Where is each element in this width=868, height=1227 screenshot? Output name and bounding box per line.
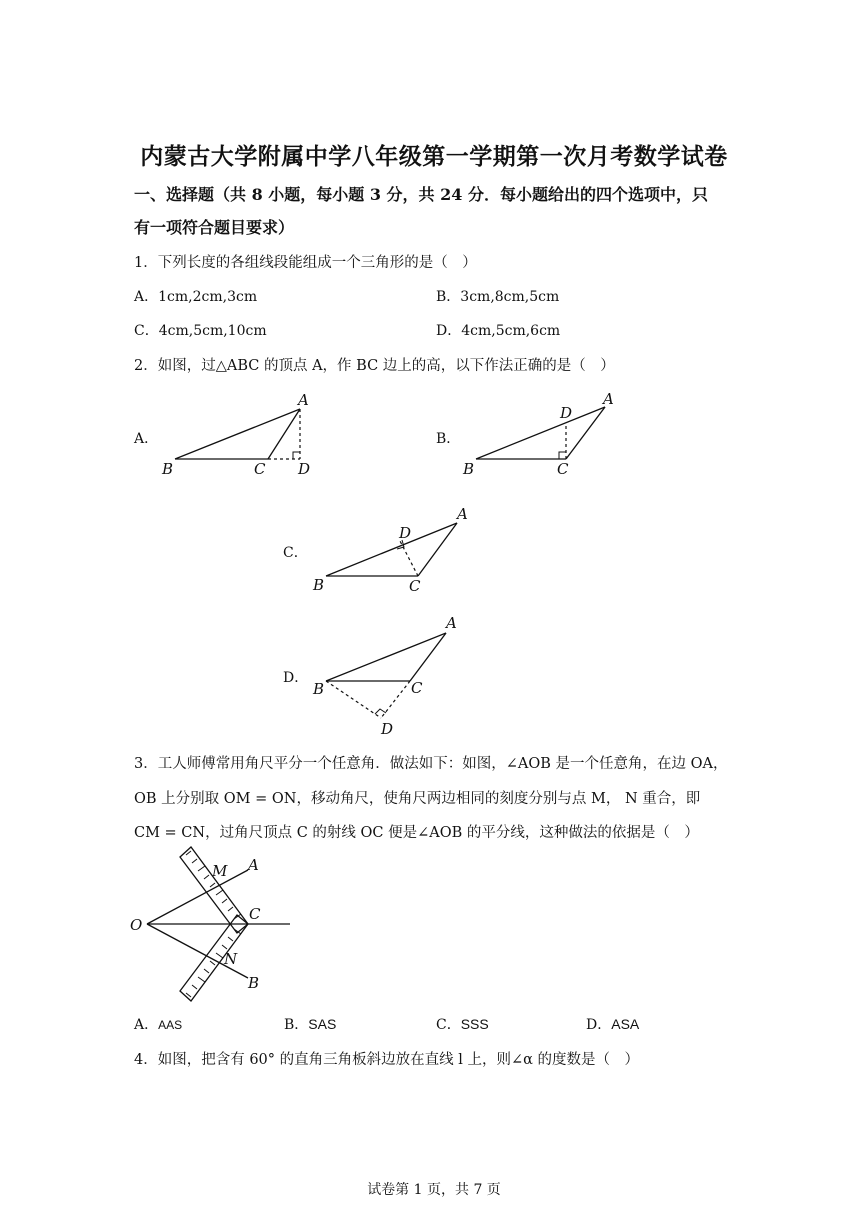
label-n: N bbox=[224, 950, 238, 968]
q3-option-c bbox=[436, 1014, 489, 1034]
fig-a-label-a: A bbox=[298, 391, 309, 409]
q1-option-d-label: D． bbox=[436, 323, 462, 339]
q3-stem-line3: CM = CN，过角尺顶点 C 的射线 OC 便是∠AOB 的平分线，这种做法的依据是（ ） bbox=[134, 825, 699, 841]
fig-a-label-c: C bbox=[254, 460, 266, 478]
fig-d-label-c: C bbox=[411, 679, 423, 697]
q3-option-d-text: ASA bbox=[611, 1016, 640, 1032]
q3-option-a bbox=[134, 1014, 182, 1034]
ruler-lower-arm bbox=[180, 915, 248, 1001]
fig-c-label-d: D bbox=[399, 524, 412, 542]
q3-stem-line1: 3．工人师傅常用角尺平分一个任意角．做法如下：如图，∠AOB 是一个任意角，在边 OA， bbox=[134, 756, 728, 772]
q1-option-a-label: A． bbox=[134, 289, 159, 305]
label-b: B bbox=[248, 974, 260, 992]
q1-option-b-text: 3cm,8cm,5cm bbox=[460, 289, 560, 305]
q1-option-c-text: 4cm,5cm,10cm bbox=[158, 323, 267, 339]
q3-option-b-text: SAS bbox=[308, 1016, 337, 1032]
label-m: M bbox=[212, 862, 228, 880]
ruler-upper-arm bbox=[180, 847, 248, 933]
q3-option-d bbox=[586, 1014, 639, 1034]
q3-option-c-label: C． bbox=[436, 1017, 461, 1033]
label-c: C bbox=[249, 905, 261, 923]
page-footer: 试卷第 1 页，共 7 页 bbox=[367, 1182, 501, 1198]
q3-stem-line2: OB 上分别取 OM = ON，移动角尺，使角尺两边相同的刻度分别与点 M， N 重合，即 bbox=[134, 791, 701, 807]
fig-b-label-d: D bbox=[560, 404, 573, 422]
q2-option-b-label: B． bbox=[436, 431, 461, 447]
page-title: 内蒙古大学附属中学八年级第一学期第一次月考数学试卷 bbox=[140, 143, 728, 170]
fig-c-label-b: B bbox=[313, 576, 325, 594]
q1-option-b-label: B． bbox=[436, 289, 461, 305]
q4-stem: 4．如图，把含有 60° 的直角三角板斜边放在直线 l 上，则∠α 的度数是（ ） bbox=[134, 1052, 640, 1068]
q1-option-c-label: C． bbox=[134, 323, 159, 339]
q3-option-a-label: A． bbox=[134, 1017, 159, 1033]
q1-option-d-text: 4cm,5cm,6cm bbox=[461, 323, 561, 339]
q1-stem: 1．下列长度的各组线段能组成一个三角形的是（ ） bbox=[134, 255, 477, 271]
q3-option-b-label: B． bbox=[284, 1017, 309, 1033]
fig-d-label-b: B bbox=[313, 680, 325, 698]
q2-option-c-label: C． bbox=[283, 545, 308, 561]
fig-c-label-c: C bbox=[409, 577, 421, 595]
fig-a-label-d: D bbox=[298, 460, 311, 478]
label-a: A bbox=[248, 856, 259, 874]
fig-b-label-a: A bbox=[603, 390, 614, 408]
label-o: O bbox=[130, 916, 143, 934]
fig-c-label-a: A bbox=[457, 505, 468, 523]
ray-oa bbox=[147, 870, 248, 924]
fig-d-label-a: A bbox=[446, 614, 457, 632]
q3-option-c-text: SSS bbox=[460, 1016, 489, 1032]
q3-option-d-label: D． bbox=[586, 1017, 612, 1033]
fig-d-label-d: D bbox=[381, 720, 394, 738]
fig-a-label-b: B bbox=[162, 460, 174, 478]
q2-stem: 2．如图，过△ABC 的顶点 A，作 BC 边上的高，以下作法正确的是（ ） bbox=[134, 358, 615, 374]
q3-option-a-text: AAS bbox=[158, 1018, 183, 1032]
q2-option-d-label: D． bbox=[283, 670, 309, 686]
q3-option-b bbox=[284, 1014, 336, 1034]
section-heading-line1: 一、选择题（共 8 小题，每小题 3 分，共 24 分．每小题给出的四个选项中，只 bbox=[134, 185, 708, 204]
section-heading-line2: 有一项符合题目要求） bbox=[134, 218, 295, 237]
q2-option-a-label: A． bbox=[134, 431, 159, 447]
q1-option-a-text: 1cm,2cm,3cm bbox=[158, 289, 258, 305]
fig-b-label-b: B bbox=[463, 460, 475, 478]
fig-b-label-c: C bbox=[557, 460, 569, 478]
